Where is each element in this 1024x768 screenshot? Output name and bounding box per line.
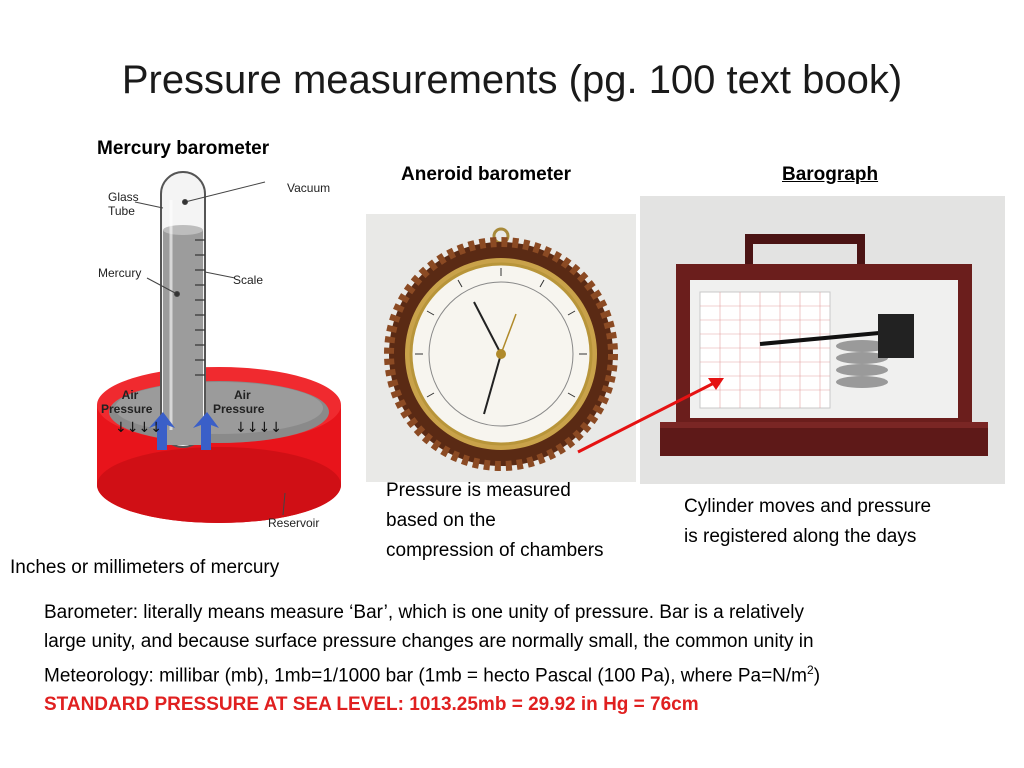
barograph-heading: Barograph — [782, 164, 879, 185]
pointer-arrow — [570, 370, 730, 460]
mercury-barometer-illustration — [85, 160, 355, 550]
aneroid-caption-line: based on the — [386, 510, 496, 531]
label-tube: Tube — [108, 204, 135, 218]
label-pressure-left: Pressure — [101, 402, 153, 416]
label-mercury: Mercury — [98, 266, 142, 280]
barograph-caption-line: Cylinder moves and pressure — [684, 496, 932, 517]
label-reservoir: Reservoir — [268, 516, 320, 530]
label-vacuum: Vacuum — [287, 181, 331, 195]
aneroid-barometer-heading: Aneroid barometer — [401, 164, 571, 185]
glass-tube — [161, 172, 205, 447]
aneroid-caption-line: compression of chambers — [386, 540, 604, 561]
notes-line-1: Barometer: literally means measure ‘Bar’, which is one unity of pressure. Bar is a relatively — [44, 602, 804, 623]
aneroid-caption — [386, 476, 666, 566]
down-arrows-right: ↓↓↓↓ — [235, 420, 282, 436]
label-pressure-right: Pressure — [213, 402, 265, 416]
label-scale: Scale — [233, 273, 264, 287]
notes-line-3 — [44, 656, 1004, 690]
barograph-caption — [684, 492, 1004, 552]
notes-superscript: 2 — [807, 663, 814, 677]
standard-pressure-text: STANDARD PRESSURE AT SEA LEVEL: 1013.25mb = 29.92 in Hg = 76cm — [44, 694, 699, 716]
barograph-caption-line: is registered along the days — [684, 526, 917, 547]
notes-line-3-end: ) — [813, 665, 821, 687]
carry-handle — [745, 234, 865, 244]
mercury-barometer-heading: Mercury barometer — [97, 138, 270, 159]
label-air-right: Air — [234, 388, 251, 402]
label-glass: Glass — [108, 190, 139, 204]
aneroid-caption-line: Pressure is measured — [386, 480, 571, 501]
down-arrows-left: ↓↓↓↓ — [115, 420, 162, 436]
slide-title: Pressure measurements (pg. 100 text book) — [121, 58, 903, 102]
notes-line-2: large unity, and because surface pressure changes are normally small, the common unity in — [44, 631, 814, 652]
label-air-left: Air — [121, 388, 139, 402]
notes-line-3-main: Meteorology: millibar (mb), 1mb=1/1000 bar (1mb = hecto Pascal (100 Pa), where Pa=N/m — [44, 665, 807, 687]
mercury-caption: Inches or millimeters of mercury — [10, 557, 280, 578]
notes-block — [44, 598, 1004, 719]
